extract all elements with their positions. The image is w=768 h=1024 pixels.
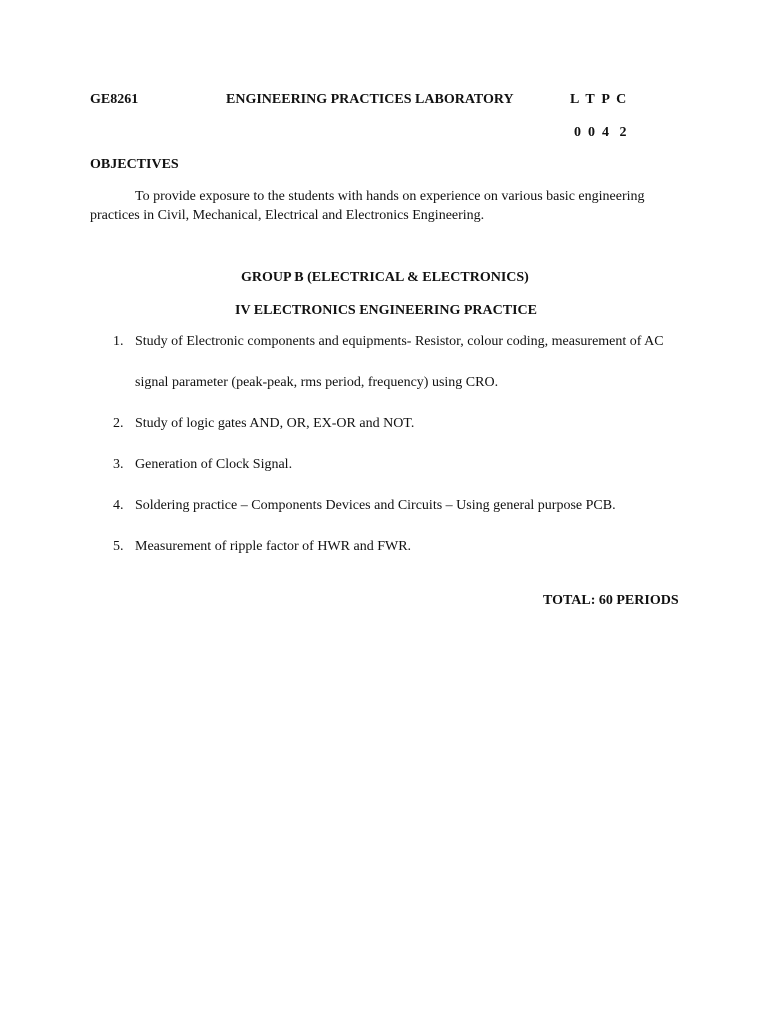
objectives-heading: OBJECTIVES [90, 157, 179, 172]
course-title: ENGINEERING PRACTICES LABORATORY [226, 92, 514, 107]
item-text-continued: signal parameter (peak-peak, rms period, frequency) using CRO. [135, 375, 499, 390]
item-number: 1. [113, 334, 124, 349]
item-text: Study of logic gates AND, OR, EX-OR and NOT. [135, 416, 415, 431]
ltpc-values: 0 0 4 2 [574, 125, 627, 140]
item-number: 5. [113, 539, 124, 554]
item-text: Measurement of ripple factor of HWR and FWR. [135, 539, 412, 554]
item-number: 4. [113, 498, 124, 513]
item-number: 2. [113, 416, 124, 431]
item-text: Soldering practice – Components Devices and Circuits – Using general purpose PCB. [135, 498, 616, 513]
total-periods: TOTAL: 60 PERIODS [543, 593, 679, 608]
group-heading: GROUP B (ELECTRICAL & ELECTRONICS) [241, 270, 529, 285]
item-text: Study of Electronic components and equipments- Resistor, colour coding, measurement of AC [135, 334, 664, 349]
practice-subheading: IV ELECTRONICS ENGINEERING PRACTICE [235, 303, 537, 318]
ltpc-labels: L T P C [570, 92, 627, 107]
objectives-text: To provide exposure to the students with hands on experience on various basic engineering practices in Civil, Mechanical, Electrical and Electronics Engineering. [90, 189, 645, 223]
item-text: Generation of Clock Signal. [135, 457, 293, 472]
course-code: GE8261 [90, 92, 139, 107]
item-number: 3. [113, 457, 124, 472]
